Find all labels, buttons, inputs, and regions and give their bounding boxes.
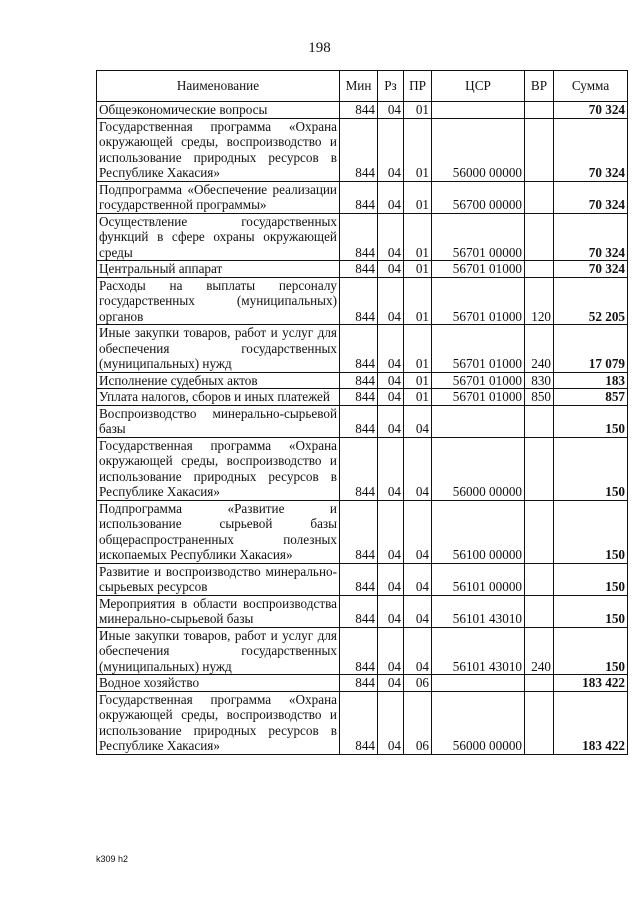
cell-csr: 56701 01000 [432,325,525,373]
cell-pr: 01 [404,325,432,373]
table-row [97,325,628,373]
cell-vr: 240 [525,627,554,675]
cell-sum: 70 324 [554,118,628,181]
cell-min: 844 [340,277,378,325]
cell-sum: 70 324 [554,102,628,119]
cell-sum: 150 [554,595,628,627]
cell-min: 844 [340,437,378,500]
cell-vr [525,563,554,595]
cell-vr [525,213,554,261]
table-row [97,500,628,563]
cell-vr [525,118,554,181]
cell-csr: 56000 00000 [432,118,525,181]
cell-name: Государственная программа «Охрана окружающей среды, воспроизводство и использование природных ресурсов в Республике Хакасия» [97,437,340,500]
header-csr: ЦСР [432,71,525,102]
table-row [97,389,628,406]
cell-min: 844 [340,627,378,675]
cell-rz: 04 [378,325,404,373]
cell-sum: 150 [554,563,628,595]
cell-min: 844 [340,372,378,389]
cell-name: Водное хозяйство [97,675,340,692]
cell-name: Государственная программа «Охрана окружающей среды, воспроизводство и использование природных ресурсов в Республике Хакасия» [97,691,340,754]
cell-pr: 04 [404,500,432,563]
cell-vr [525,675,554,692]
cell-sum: 183 422 [554,675,628,692]
cell-sum: 183 422 [554,691,628,754]
cell-csr: 56101 00000 [432,563,525,595]
cell-sum: 70 324 [554,181,628,213]
cell-csr: 56701 01000 [432,372,525,389]
cell-pr: 01 [404,277,432,325]
cell-sum: 150 [554,627,628,675]
cell-pr: 01 [404,118,432,181]
cell-rz: 04 [378,181,404,213]
header-rz: Рз [378,71,404,102]
table-row [97,437,628,500]
cell-pr: 01 [404,213,432,261]
cell-rz: 04 [378,389,404,406]
cell-rz: 04 [378,372,404,389]
header-vr: ВР [525,71,554,102]
cell-min: 844 [340,563,378,595]
cell-vr: 830 [525,372,554,389]
cell-sum: 150 [554,405,628,437]
cell-pr: 01 [404,181,432,213]
header-sum: Сумма [554,71,628,102]
cell-csr [432,405,525,437]
cell-pr: 06 [404,691,432,754]
cell-name: Воспроизводство минерально-сырьевой базы [97,405,340,437]
cell-vr: 850 [525,389,554,406]
table-row [97,372,628,389]
cell-min: 844 [340,325,378,373]
cell-name: Осуществление государственных функций в сфере охраны окружающей среды [97,213,340,261]
cell-rz: 04 [378,437,404,500]
table-body [97,102,628,755]
cell-min: 844 [340,405,378,437]
cell-name: Мероприятия в области воспроизводства минерально-сырьевой базы [97,595,340,627]
cell-min: 844 [340,213,378,261]
table-row [97,675,628,692]
cell-min: 844 [340,181,378,213]
cell-pr: 01 [404,372,432,389]
cell-rz: 04 [378,261,404,278]
table-header-row [97,71,628,102]
cell-rz: 04 [378,691,404,754]
cell-name: Центральный аппарат [97,261,340,278]
cell-vr [525,500,554,563]
cell-csr [432,102,525,119]
cell-pr: 04 [404,437,432,500]
cell-csr: 56700 00000 [432,181,525,213]
cell-sum: 52 205 [554,277,628,325]
cell-pr: 01 [404,261,432,278]
cell-csr: 56701 00000 [432,213,525,261]
cell-min: 844 [340,389,378,406]
cell-name: Уплата налогов, сборов и иных платежей [97,389,340,406]
table-row [97,213,628,261]
cell-name: Иные закупки товаров, работ и услуг для обеспечения государственных (муниципальных) нужд [97,325,340,373]
cell-csr [432,675,525,692]
cell-sum: 70 324 [554,261,628,278]
cell-csr: 56000 00000 [432,437,525,500]
cell-rz: 04 [378,277,404,325]
cell-sum: 17 079 [554,325,628,373]
table-row [97,102,628,119]
cell-vr [525,437,554,500]
header-min: Мин [340,71,378,102]
cell-sum: 857 [554,389,628,406]
cell-rz: 04 [378,500,404,563]
cell-pr: 04 [404,627,432,675]
cell-rz: 04 [378,595,404,627]
cell-vr: 240 [525,325,554,373]
cell-sum: 70 324 [554,213,628,261]
table-row [97,405,628,437]
footer-code: k309 h2 [96,854,129,864]
table-row [97,261,628,278]
cell-name: Подпрограмма «Развитие и использование сырьевой базы общераспространенных полезных ископаемых Республики Хакасия» [97,500,340,563]
cell-name: Государственная программа «Охрана окружающей среды, воспроизводство и использование природных ресурсов в Республике Хакасия» [97,118,340,181]
cell-min: 844 [340,595,378,627]
cell-pr: 06 [404,675,432,692]
cell-name: Развитие и воспроизводство минерально-сырьевых ресурсов [97,563,340,595]
cell-vr [525,261,554,278]
cell-rz: 04 [378,213,404,261]
cell-vr: 120 [525,277,554,325]
cell-min: 844 [340,118,378,181]
cell-csr: 56000 00000 [432,691,525,754]
cell-rz: 04 [378,102,404,119]
cell-csr: 56101 43010 [432,595,525,627]
cell-rz: 04 [378,627,404,675]
cell-rz: 04 [378,405,404,437]
cell-vr [525,405,554,437]
cell-vr [525,102,554,119]
cell-csr: 56701 01000 [432,261,525,278]
table-row [97,277,628,325]
cell-pr: 04 [404,563,432,595]
cell-csr: 56100 00000 [432,500,525,563]
budget-table [96,70,628,755]
cell-name: Общеэкономические вопросы [97,102,340,119]
table-row [97,118,628,181]
header-name: Наименование [97,71,340,102]
cell-sum: 150 [554,500,628,563]
table-row [97,181,628,213]
cell-csr: 56701 01000 [432,389,525,406]
cell-rz: 04 [378,118,404,181]
cell-min: 844 [340,675,378,692]
cell-min: 844 [340,500,378,563]
cell-sum: 183 [554,372,628,389]
cell-min: 844 [340,691,378,754]
cell-name: Иные закупки товаров, работ и услуг для обеспечения государственных (муниципальных) нужд [97,627,340,675]
page-number: 198 [308,40,331,56]
cell-min: 844 [340,102,378,119]
table-row [97,627,628,675]
cell-pr: 01 [404,102,432,119]
cell-pr: 01 [404,389,432,406]
cell-sum: 150 [554,437,628,500]
cell-vr [525,181,554,213]
cell-csr: 56701 01000 [432,277,525,325]
table-row [97,691,628,754]
cell-csr: 56101 43010 [432,627,525,675]
table-row [97,563,628,595]
cell-name: Расходы на выплаты персоналу государственных (муниципальных) органов [97,277,340,325]
header-pr: ПР [404,71,432,102]
cell-pr: 04 [404,405,432,437]
table-row [97,595,628,627]
cell-vr [525,595,554,627]
cell-name: Исполнение судебных актов [97,372,340,389]
cell-rz: 04 [378,675,404,692]
cell-rz: 04 [378,563,404,595]
cell-vr [525,691,554,754]
cell-name: Подпрограмма «Обеспечение реализации государственной программы» [97,181,340,213]
cell-min: 844 [340,261,378,278]
cell-pr: 04 [404,595,432,627]
